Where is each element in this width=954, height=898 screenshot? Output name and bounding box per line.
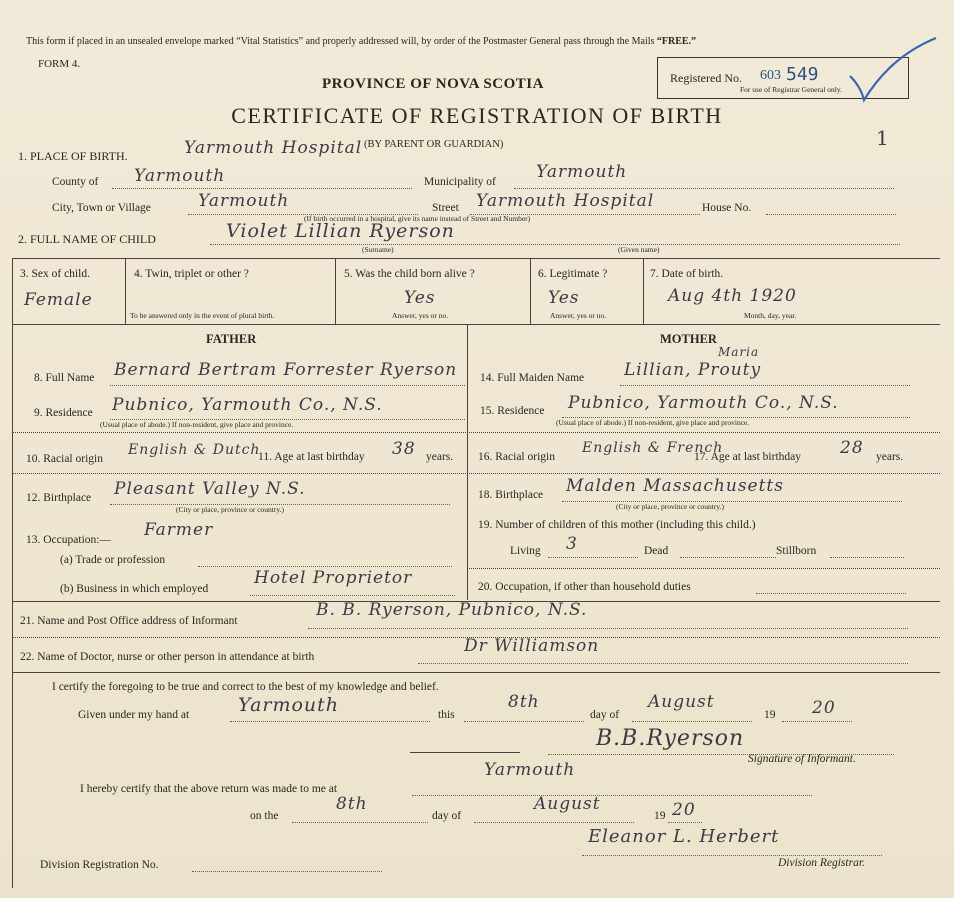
province-heading: PROVINCE OF NOVA SCOTIA	[322, 76, 544, 92]
division-reg-no-label: Division Registration No.	[40, 859, 159, 871]
certify-text: I certify the foregoing to be true and correct to the best of my knowledge and belief.	[52, 681, 439, 693]
county-label: County of	[52, 176, 99, 188]
date-label: 7. Date of birth.	[650, 268, 724, 280]
father-age-label: 11. Age at last birthday	[258, 451, 365, 463]
father-age-value: 38	[392, 439, 416, 459]
row3-divider-1	[125, 258, 126, 324]
doctor-line	[418, 663, 908, 664]
father-residence-value: Pubnico, Yarmouth Co., N.S.	[112, 395, 383, 415]
division-reg-no-line	[192, 871, 382, 872]
alive-value: Yes	[404, 288, 436, 308]
given-place-value: Yarmouth	[238, 694, 340, 716]
father-years-label: years.	[426, 451, 454, 463]
alive-note: Answer, yes or no.	[392, 311, 449, 320]
business-label: (b) Business in which employed	[60, 583, 209, 595]
mother-age-value: 28	[840, 438, 864, 458]
doctor-value: Dr Williamson	[464, 636, 600, 656]
on-day-line	[292, 822, 428, 823]
registrar-use-note: For use of Registrar General only.	[740, 85, 842, 94]
father-birthplace-value: Pleasant Valley N.S.	[114, 479, 306, 499]
place-of-birth-label: 1. PLACE OF BIRTH.	[18, 149, 128, 163]
mother-years-label: years.	[876, 451, 904, 463]
house-line	[766, 214, 896, 215]
margin-mark: 1	[876, 126, 890, 150]
informant-value: B. B. Ryerson, Pubnico, N.S.	[316, 600, 588, 620]
mother-occupation-line	[756, 593, 906, 594]
trade-label: (a) Trade or profession	[60, 554, 166, 566]
dead-line	[680, 557, 776, 558]
day-line	[464, 721, 584, 722]
mother-name-label: 14. Full Maiden Name	[480, 372, 585, 384]
postal-notice-text: This form if placed in an unsealed envelope marked “Vital Statistics” and properly addressed will, by order of the Postmaster General pass through the Mails	[26, 36, 655, 47]
hereby-label: I hereby certify that the above return was made to me at	[80, 783, 338, 795]
municipality-value: Yarmouth	[536, 162, 628, 182]
municipality-label: Municipality of	[424, 176, 496, 188]
mother-residence-value: Pubnico, Yarmouth Co., N.S.	[568, 393, 839, 413]
year2-prefix: 19	[654, 810, 666, 822]
mother-birthplace-label: 18. Birthplace	[478, 489, 544, 501]
postal-notice	[26, 37, 696, 47]
year2-value: 20	[672, 800, 696, 820]
day-of2-label: day of	[432, 810, 462, 822]
registered-prefix: 603	[760, 68, 781, 83]
mother-racial-value: English & French	[582, 440, 724, 456]
business-line	[250, 595, 455, 596]
place-of-birth-value: Yarmouth Hospital	[184, 138, 363, 158]
date-value: Aug 4th 1920	[668, 286, 797, 306]
father-residence-label: 9. Residence	[34, 407, 93, 419]
year2-line	[668, 822, 702, 823]
day-of-label: day of	[590, 709, 620, 721]
registered-number: 549	[786, 64, 819, 85]
on-day-value: 8th	[336, 794, 368, 814]
father-occupation-label: 13. Occupation:—	[26, 534, 111, 546]
mother-name-insert: Maria	[718, 345, 760, 359]
month-value: August	[648, 692, 715, 712]
father-occupation-value: Farmer	[144, 520, 214, 540]
hereby-place-value: Yarmouth	[484, 760, 576, 780]
mother-racial-label: 16. Racial origin	[478, 451, 555, 463]
living-line	[548, 557, 638, 558]
dead-label: Dead	[644, 545, 669, 557]
child-name-label: 2. FULL NAME OF CHILD	[18, 232, 156, 246]
by-parent-note: (BY PARENT OR GUARDIAN)	[364, 139, 504, 150]
trade-line	[198, 566, 452, 567]
date-note: Month, day, year.	[744, 311, 797, 320]
father-heading: FATHER	[206, 332, 257, 346]
day-value: 8th	[508, 692, 540, 712]
check-mark-icon	[840, 34, 940, 104]
given-name-note: (Given name)	[618, 245, 660, 254]
twin-label: 4. Twin, triplet or other ?	[134, 268, 249, 280]
form-number: FORM 4.	[38, 58, 81, 70]
hospital-note: (If birth occurred in a hospital, give its name instead of Street and Number)	[304, 214, 531, 223]
row22-rule	[12, 672, 940, 673]
year-line	[782, 721, 852, 722]
father-residence-note: (Usual place of abode.) If non-resident, give place and province.	[100, 420, 294, 429]
registered-label: Registered No.	[670, 71, 742, 85]
legitimate-value: Yes	[548, 288, 580, 308]
father-name-value: Bernard Bertram Forrester Ryerson	[114, 360, 458, 380]
father-name-label: 8. Full Name	[34, 372, 95, 384]
row3-top-rule	[12, 258, 940, 259]
father-racial-label: 10. Racial origin	[26, 453, 103, 465]
row3-divider-4	[643, 258, 644, 324]
mother-heading: MOTHER	[660, 332, 717, 346]
county-line	[112, 188, 412, 189]
child-name-value: Violet Lillian Ryerson	[226, 220, 455, 242]
sex-value: Female	[24, 290, 93, 310]
house-label: House No.	[702, 202, 752, 214]
child-name-line	[210, 244, 900, 245]
certificate-title: CERTIFICATE OF REGISTRATION OF BIRTH	[231, 103, 723, 128]
informant-label: 21. Name and Post Office address of Informant	[20, 615, 238, 627]
month-line	[632, 721, 752, 722]
mother-birthplace-value: Malden Massachusetts	[566, 476, 784, 496]
children-count-label: 19. Number of children of this mother (including this child.)	[478, 519, 756, 531]
informant-line	[308, 628, 908, 629]
city-value: Yarmouth	[198, 191, 290, 211]
mother-birthplace-line	[562, 501, 902, 502]
mother-age-label: 17. Age at last birthday	[694, 451, 801, 463]
living-label: Living	[510, 545, 541, 557]
legitimate-label: 6. Legitimate ?	[538, 268, 608, 280]
short-rule	[410, 752, 520, 753]
living-value: 3	[566, 534, 578, 554]
postal-notice-free: “FREE.”	[656, 36, 697, 47]
stillborn-line	[830, 557, 904, 558]
row3-divider-3	[530, 258, 531, 324]
mother-residence-label: 15. Residence	[480, 405, 545, 417]
mother-birthplace-note: (City or place, province or country.)	[616, 502, 725, 511]
sex-label: 3. Sex of child.	[20, 268, 90, 280]
father-birthplace-label: 12. Birthplace	[26, 492, 92, 504]
municipality-line	[514, 188, 894, 189]
registrar-signature: Eleanor L. Herbert	[588, 826, 780, 847]
hereby-place-line	[412, 795, 812, 796]
business-value: Hotel Proprietor	[254, 568, 413, 588]
this-label: this	[438, 709, 455, 721]
stillborn-label: Stillborn	[776, 545, 817, 557]
registrar-signature-line	[582, 855, 882, 856]
center-column-rule	[467, 324, 468, 600]
month2-value: August	[534, 794, 601, 814]
left-frame-rule	[12, 258, 13, 888]
street-label: Street	[432, 202, 459, 214]
year-value: 20	[812, 698, 836, 718]
doctor-label: 22. Name of Doctor, nurse or other person in attendance at birth	[20, 651, 315, 663]
row3-bottom-rule	[12, 324, 940, 325]
mother-name-value: Lillian, Prouty	[624, 360, 762, 380]
mother-occupation-label: 20. Occupation, if other than household duties	[478, 581, 691, 593]
year-prefix: 19	[764, 709, 776, 721]
father-racial-value: English & Dutch	[128, 442, 261, 458]
father-birthplace-note: (City or place, province or country.)	[176, 505, 285, 514]
mother-residence-note: (Usual place of abode.) If non-resident, give place and province.	[556, 418, 750, 427]
twin-note: To be answered only in the event of plural birth.	[130, 311, 275, 320]
given-label: Given under my hand at	[78, 709, 190, 721]
informant-signature: B.B.Ryerson	[596, 726, 745, 751]
row19-rule	[467, 568, 940, 569]
row3-divider-2	[335, 258, 336, 324]
row10-rule	[12, 473, 940, 474]
father-name-line	[110, 385, 465, 386]
month2-line	[474, 822, 634, 823]
alive-label: 5. Was the child born alive ?	[344, 268, 475, 280]
surname-note: (Surname)	[362, 245, 394, 254]
city-label: City, Town or Village	[52, 202, 151, 214]
informant-signature-label: Signature of Informant.	[748, 753, 856, 765]
street-value: Yarmouth Hospital	[476, 191, 655, 211]
county-value: Yarmouth	[134, 166, 226, 186]
division-registrar-label: Division Registrar.	[778, 857, 865, 869]
mother-name-line	[620, 385, 910, 386]
legitimate-note: Answer, yes or no.	[550, 311, 607, 320]
row9-rule	[12, 432, 940, 433]
given-place-line	[230, 721, 430, 722]
on-the-label: on the	[250, 810, 279, 822]
